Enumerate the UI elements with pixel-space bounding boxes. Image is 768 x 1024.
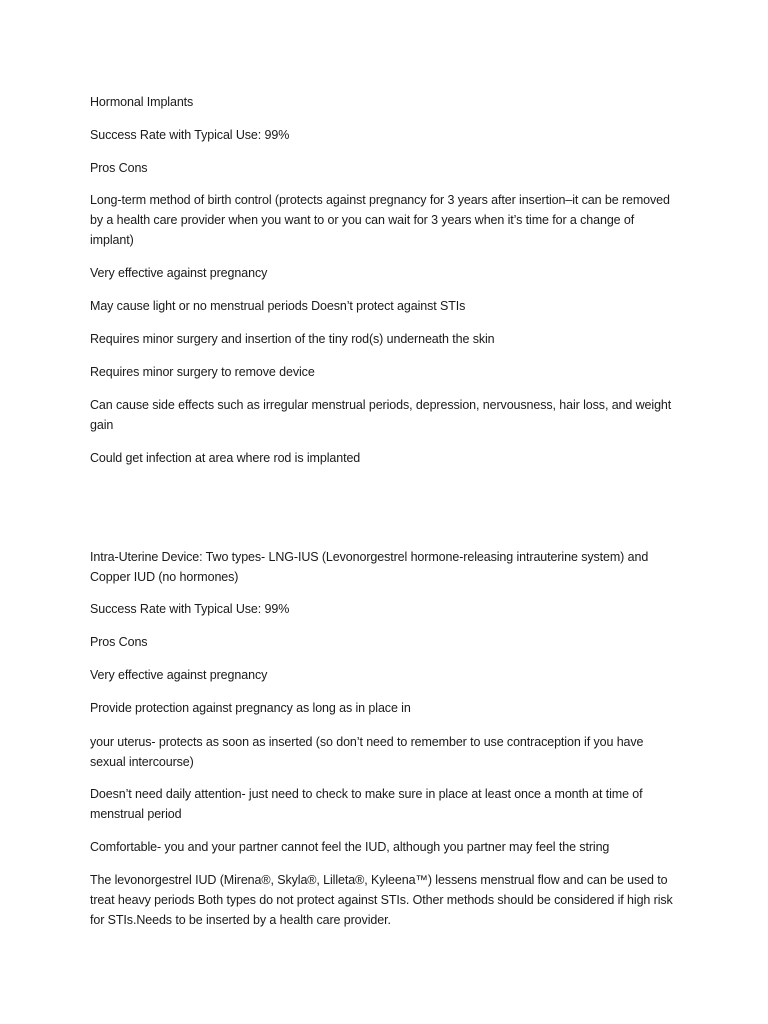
paragraph: Requires minor surgery to remove device (90, 365, 315, 379)
success-rate-text: Success Rate with Typical Use: 99% (90, 602, 290, 616)
paragraph: Doesn’t need daily attention- just need to check to make sure in place at least once a month at time of menstrual period (90, 787, 643, 821)
paragraph: Could get infection at area where rod is implanted (90, 451, 361, 465)
paragraph: Can cause side effects such as irregular menstrual periods, depression, nervousness, hair loss, and weight gain (90, 398, 672, 432)
paragraph: Provide protection against pregnancy as long as in place in (90, 701, 411, 715)
section-heading-iud: Intra-Uterine Device: Two types- LNG-IUS (Levonorgestrel hormone-releasing intrauterine system) and Copper IUD (no hormones) (90, 550, 649, 584)
success-rate-text: Success Rate with Typical Use: 99% (90, 128, 290, 142)
paragraph: May cause light or no menstrual periods Doesn’t protect against STIs (90, 299, 466, 313)
pros-cons-label: Pros Cons (90, 161, 148, 175)
paragraph: Long-term method of birth control (protects against pregnancy for 3 years after insertion–it can be removed by a health care provider when you want to or you can wait for 3 years when it’s time for a change of implant) (90, 193, 670, 247)
paragraph: Requires minor surgery and insertion of the tiny rod(s) underneath the skin (90, 332, 495, 346)
paragraph: Very effective against pregnancy (90, 266, 268, 280)
paragraph: The levonorgestrel IUD (Mirena®, Skyla®, Lilleta®, Kyleena™) lessens menstrual flow and can be used to treat heavy periods Both types do not protect against STIs. Other methods should be considered if high risk for STIs.Needs to be inserted by a health care provider. (90, 873, 673, 927)
section-heading-hormonal-implants: Hormonal Implants (90, 95, 194, 109)
paragraph: your uterus- protects as soon as inserted (so don’t need to remember to use contraception if you have sexual intercourse) (90, 735, 644, 769)
paragraph: Comfortable- you and your partner cannot feel the IUD, although you partner may feel the string (90, 840, 610, 854)
paragraph: Very effective against pregnancy (90, 668, 268, 682)
pros-cons-label: Pros Cons (90, 635, 148, 649)
